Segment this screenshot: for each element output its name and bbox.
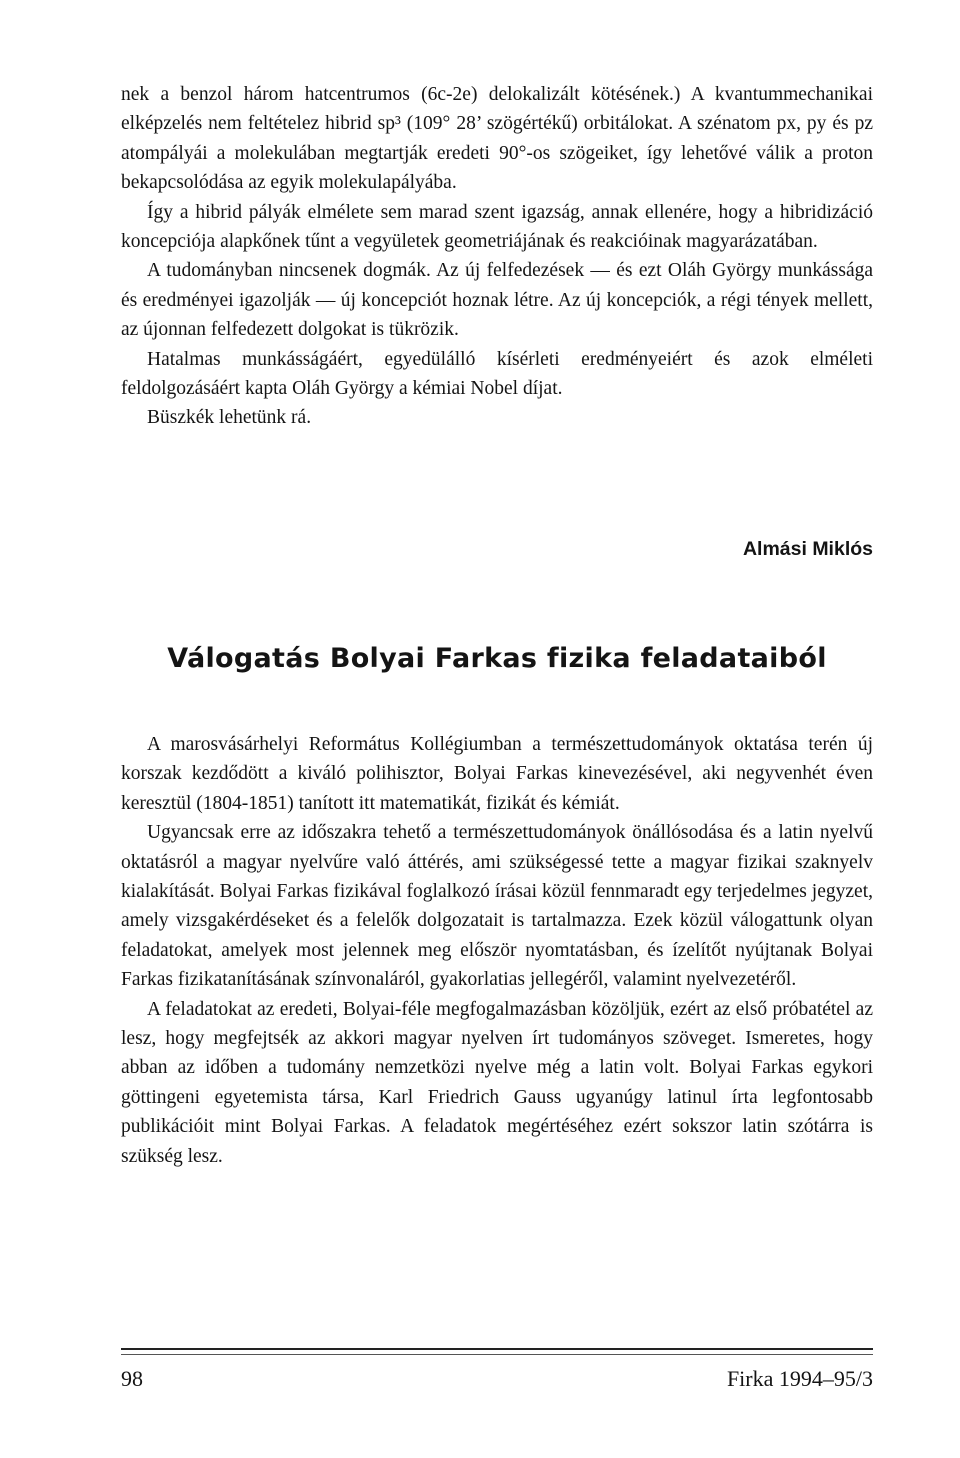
journal-issue: Firka 1994–95/3 [726, 1366, 873, 1391]
article-title: Válogatás Bolyai Farkas fizika feladataiból [167, 643, 827, 674]
article-text [121, 730, 873, 1171]
article-end-text [121, 80, 873, 433]
paragraph: A tudományban nincsenek dogmák. Az új felfedezések — és ezt Oláh György munkássága és eredményei igazolják — új koncepciót hoznak létre. Az új koncepciók, a régi tények mellett, az újonnan felfedezett dolgokat is tükrözik. [121, 260, 873, 341]
page-number: 98 [121, 1366, 143, 1391]
paragraph: A feladatokat az eredeti, Bolyai-féle megfogalmazásban közöljük, ezért az első próbatétel az lesz, hogy megfejtsék az akkori magyar nyelven írt tudományos szöveget. Ismeretes, hogy abban az időben a tudomány nemzetközi nyelve még a latin volt. Bolyai Farkas egykori göttingeni egyetemista társa, Karl Friedrich Gauss ugyanúgy latinul írta legfontosabb publikációit mint Bolyai Farkas. A feladatok megértéséhez ezért sokszor latin szótárra is szükség lesz. [121, 998, 873, 1167]
paragraph: Ugyancsak erre az időszakra tehető a természettudományok önállósodása és a latin nyelvű oktatásról a magyar nyelvűre való áttérés, ami szükségessé tette a magyar fizikai szaknyelv kialakítását. Bolyai Farkas fizikával foglalkozó írásai közül fennmaradt egy terjedelmes jegyzet, amely vizsgakérdéseket és a felelők dolgozatait is tartalmazza. Ezek közül válogattunk olyan feladatokat, amelyek most jelennek meg először nyomtatásban, és ízelítőt nyújtanak Bolyai Farkas fizikatanításának színvonaláról, gyakorlatias jellegéről, valamint nyelvezetéről. [121, 822, 873, 991]
author-signature: Almási Miklós [742, 538, 873, 560]
paragraph: Hatalmas munkásságáért, egyedülálló kísérleti eredményeiért és azok elméleti feldolgozásáért kapta Oláh György a kémiai Nobel díjat. [121, 348, 873, 400]
paragraph: A marosvásárhelyi Református Kollégiumban a természettudományok oktatása terén új korszak kezdődött a kiváló polihisztor, Bolyai Farkas kinevezésével, aki negyvenhét éven keresztül (1804-1851) tanított itt matematikát, fizikát és kémiát. [121, 734, 873, 814]
paragraph: nek a benzol három hatcentrumos (6c-2e) delokalizált kötésének.) A kvantummechanikai elképzelés nem feltételez hibrid sp³ (109° 28’ szögértékű) orbitálokat. A szénatom px, py és pz atompályái a molekulában megtartják eredeti 90°-os szögeiket, így lehetővé válik a proton bekapcsolódása az egyik molekulapályába. [121, 84, 873, 194]
paragraph: Így a hibrid pályák elmélete sem marad szent igazság, annak ellenére, hogy a hibridizáció koncepciója alapkőnek tűnt a vegyületek geometriájának és reakcióinak magyarázatában. [121, 201, 873, 253]
paragraph: Büszkék lehetünk rá. [147, 407, 312, 429]
footer-divider [121, 1348, 873, 1355]
